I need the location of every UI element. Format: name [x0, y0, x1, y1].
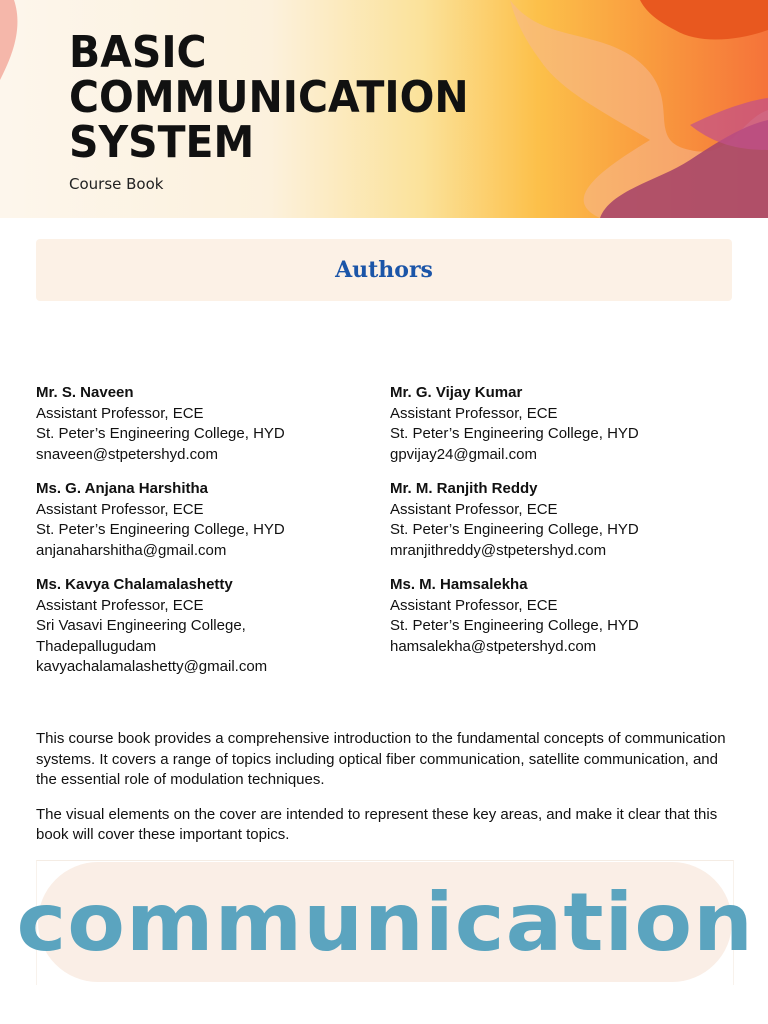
author-title: Assistant Professor, ECE: [390, 596, 558, 614]
book-description: [36, 729, 732, 860]
title-block: [69, 27, 499, 193]
author-email: anjanaharshitha@gmail.com: [36, 541, 227, 559]
author-college-location: Thadepallugudam: [36, 637, 157, 655]
author-name: Ms. Kavya Chalamalashetty: [36, 576, 233, 593]
author-card: [390, 479, 730, 561]
author-college: St. Peter’s Engineering College, HYD: [36, 425, 285, 442]
author-card: [390, 575, 730, 657]
author-name: Mr. S. Naveen: [36, 384, 134, 401]
communication-word: communication: [16, 875, 754, 969]
author-card: [36, 575, 376, 678]
author-college: St. Peter’s Engineering College, HYD: [390, 521, 639, 538]
author-card: [36, 479, 376, 561]
communication-pill: [16, 862, 754, 982]
description-paragraph: This course book provides a comprehensive introduction to the fundamental concepts of communication systems. It covers a range of topics including optical fiber communication, satellite communication, and the essential role of modulation techniques.: [36, 730, 726, 788]
author-card: [36, 383, 376, 465]
author-email: mranjithreddy@stpetershyd.com: [390, 541, 607, 559]
author-name: Ms. M. Hamsalekha: [390, 576, 528, 593]
author-college: St. Peter’s Engineering College, HYD: [390, 425, 639, 442]
author-email: hamsalekha@stpetershyd.com: [390, 637, 597, 655]
authors-heading: Authors: [335, 257, 433, 283]
cover-banner: [0, 0, 768, 218]
communication-banner-image: [16, 860, 754, 985]
author-name: Mr. M. Ranjith Reddy: [390, 480, 538, 497]
author-title: Assistant Professor, ECE: [36, 404, 204, 422]
author-college: St. Peter’s Engineering College, HYD: [36, 521, 285, 538]
author-title: Assistant Professor, ECE: [390, 500, 558, 518]
author-college: Sri Vasavi Engineering College,: [36, 617, 246, 634]
author-title: Assistant Professor, ECE: [36, 596, 204, 614]
author-title: Assistant Professor, ECE: [390, 404, 558, 422]
book-title-line-3: SYSTEM: [69, 117, 255, 168]
book-subtitle: Course Book: [69, 175, 164, 193]
authors-column-left: [36, 383, 376, 692]
book-title-line-1: BASIC: [69, 27, 207, 78]
author-email: gpvijay24@gmail.com: [390, 445, 537, 463]
author-title: Assistant Professor, ECE: [36, 500, 204, 518]
author-card: [390, 383, 730, 465]
author-email: kavyachalamalashetty@gmail.com: [36, 658, 268, 675]
author-name: Ms. G. Anjana Harshitha: [36, 480, 208, 497]
author-name: Mr. G. Vijay Kumar: [390, 384, 523, 401]
authors-column-right: [390, 383, 730, 671]
author-email: snaveen@stpetershyd.com: [36, 445, 218, 463]
description-paragraph: The visual elements on the cover are intended to represent these key areas, and make it clear that this book will cover these important topics.: [36, 805, 718, 843]
book-title-line-2: COMMUNICATION: [69, 72, 469, 123]
authors-header-panel: [36, 239, 732, 301]
author-college: St. Peter’s Engineering College, HYD: [390, 617, 639, 634]
